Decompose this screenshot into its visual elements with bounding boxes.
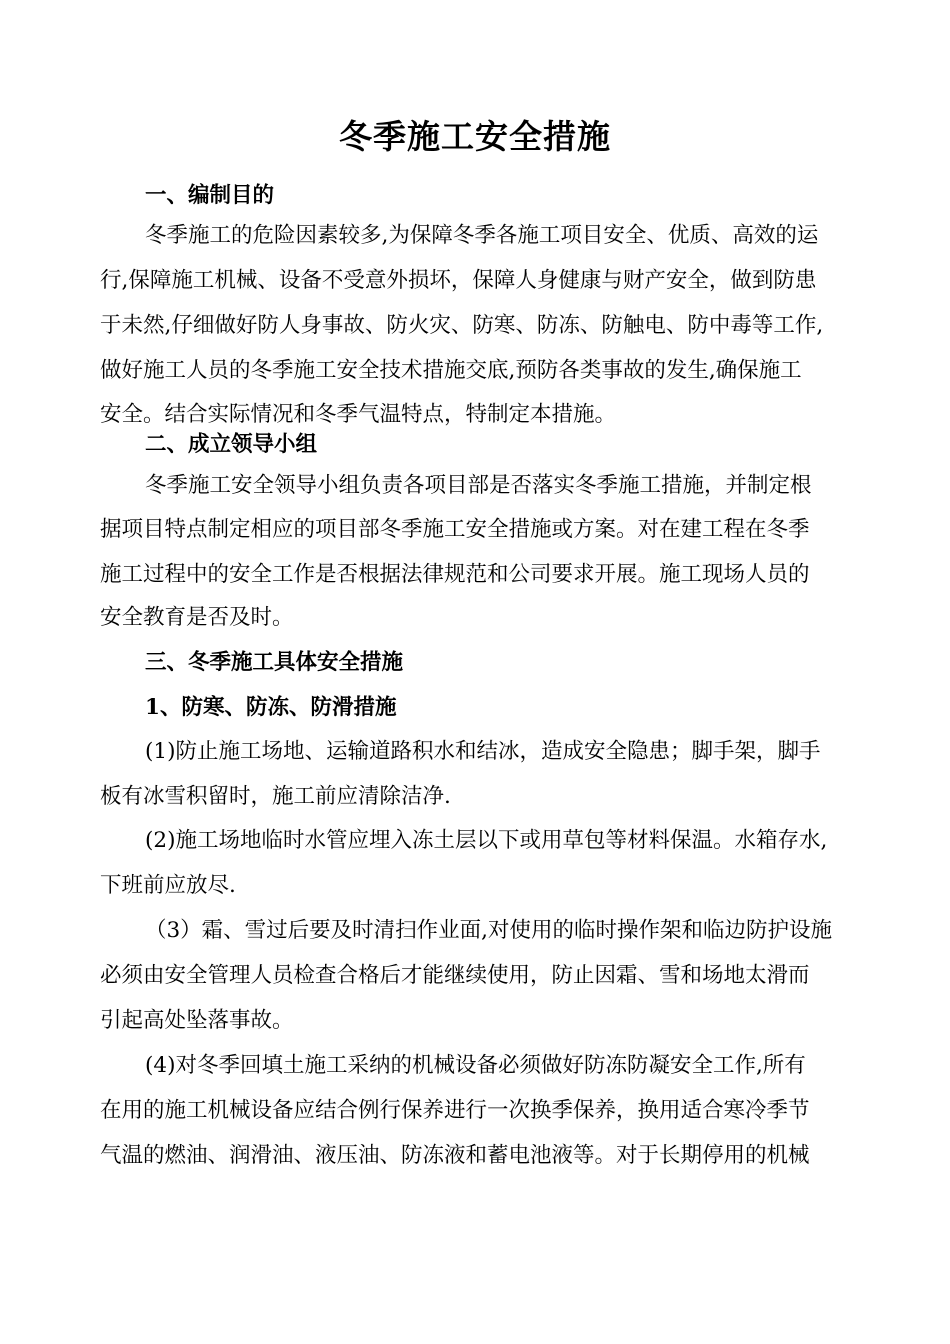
- paragraph-line: 安全。结合实际情况和冬季气温特点，特制定本措施。: [100, 402, 617, 427]
- list-item-line: (4)对冬季回填土施工采纳的机械设备必须做好防冻防凝安全工作,所有: [145, 1053, 806, 1078]
- list-item-line: 在用的施工机械设备应结合例行保养进行一次换季保养，换用适合寒冷季节: [100, 1098, 810, 1123]
- paragraph-line: 冬季施工的危险因素较多,为保障冬季各施工项目安全、优质、高效的运: [145, 223, 819, 248]
- document-title: 冬季施工安全措施: [339, 117, 611, 156]
- paragraph-line: 安全教育是否及时。: [100, 605, 294, 630]
- list-item-line: 气温的燃油、润滑油、液压油、防冻液和蓄电池液等。对于长期停用的机械: [100, 1143, 810, 1168]
- list-item-line: （3）霜、雪过后要及时清扫作业面,对使用的临时操作架和临边防护设施: [145, 918, 833, 943]
- list-item-line: 必须由安全管理人员检查合格后才能继续使用，防止因霜、雪和场地太滑而: [100, 963, 810, 988]
- list-item-line: 板有冰雪积留时，施工前应清除洁净.: [100, 784, 451, 809]
- paragraph-line: 于未然,仔细做好防人身事故、防火灾、防寒、防冻、防触电、防中毒等工作,: [100, 313, 824, 338]
- section-heading-purpose: 一、编制目的: [145, 183, 275, 208]
- paragraph-line: 施工过程中的安全工作是否根据法律规范和公司要求开展。施工现场人员的: [100, 562, 810, 587]
- paragraph-line: 行,保障施工机械、设备不受意外损坏，保障人身健康与财产安全，做到防患: [100, 268, 817, 293]
- list-item-line: 引起高处坠落事故。: [100, 1008, 294, 1033]
- paragraph-line: 据项目特点制定相应的项目部冬季施工安全措施或方案。对在建工程在冬季: [100, 517, 810, 542]
- paragraph-line: 做好施工人员的冬季施工安全技术措施交底,预防各类事故的发生,确保施工: [100, 358, 802, 383]
- section-heading-leadership: 二、成立领导小组: [145, 432, 318, 457]
- list-item-line: (1)防止施工场地、运输道路积水和结冰，造成安全隐患；脚手架，脚手: [145, 739, 821, 764]
- list-item-line: (2)施工场地临时水管应埋入冻土层以下或用草包等材料保温。水箱存水,: [145, 828, 828, 853]
- paragraph-line: 冬季施工安全领导小组负责各项目部是否落实冬季施工措施，并制定根: [145, 473, 812, 498]
- subsection-heading-cold-protection: 1、防寒、防冻、防滑措施: [145, 695, 397, 720]
- list-item-line: 下班前应放尽.: [100, 873, 236, 898]
- section-heading-measures: 三、冬季施工具体安全措施: [145, 650, 404, 675]
